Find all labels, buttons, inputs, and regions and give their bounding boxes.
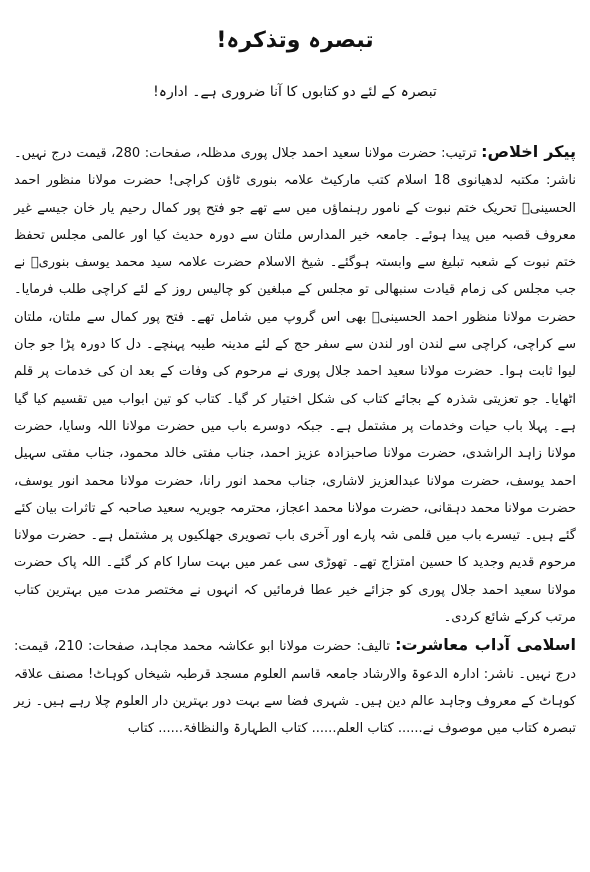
page-subtitle: تبصرہ کے لئے دو کتابوں کا آنا ضروری ہے۔ ادارہ! (153, 84, 437, 100)
review-1 (14, 138, 576, 631)
review-1-heading: پیکر اخلاص: (481, 142, 577, 161)
review-1-publisher: ناشر: مکتبہ لدھیانوی 18 اسلام کتب مارکیٹ علامہ بنوری ٹاؤن کراچی! (168, 173, 576, 189)
review-2-body: مصنف علاقہ کوہاٹ کے معروف وجاہد عالم دین ہیں۔ شہری فضا سے بہت دور بہترین دار العلوم چلا رہے ہیں۔ زیر تبصرہ کتاب میں موصوف نے...... کتاب العلم...... کتاب الطہارۃ والنظافۃ...... کتاب (14, 666, 576, 737)
review-1-meta: ترتیب: حضرت مولانا سعید احمد جلال پوری مدظلہ، صفحات: 280، قیمت درج نہیں۔ (14, 146, 477, 161)
review-1-body: حضرت مولانا منظور احمد الحسینیؒ تحریک ختم نبوت کے نامور رہنماؤں میں سے تھے جو فتح پور کمال رحیم یار خان جیسے غیر معروف قصبہ میں پیدا ہوئے۔ جامعہ خیر المدارس ملتان سے دورہ حدیث کیا اور عالمی مجلس تحفظ ختم نبوت کے شعبہ تبلیغ سے وابستہ ہوگئے۔ شیخ الاسلام حضرت علامہ سید محمد یوسف بنوریؒ نے جب مجلس کی زمام قیادت سنبھالی تو مجلس کے مبلغین کو چالیس روز کے لئے کراچی طلب فرمایا۔ حضرت مولانا منظور احمد الحسینیؒ بھی اس گروپ میں شامل تھے۔ فتح پور کمال سے ملتان، ملتان سے کراچی، کراچی سے لندن اور لندن سے سفر حج کے لئے مدینہ طیبہ پہنچے۔ دل کا دورہ پڑا جو جان لیوا ثابت ہوا۔ حضرت مولانا سعید احمد جلال پوری نے مرحوم کی وفات کے بعد ان کی خدمات پر قلم اٹھایا۔ جو تعزیتی شذرہ کے بجائے کتاب کی شکل اختیار کر گیا۔ کتاب کو تین ابواب میں تقسیم کیا گیا ہے۔ پہلا باب حیات وخدمات پر مشتمل ہے۔ جبکہ دوسرے باب میں حضرت مولانا اللہ وسایا، حضرت مولانا زاہد الراشدی، حضرت مولانا صاحبزادہ عزیز احمد، جناب مفتی خالد محمود، جناب مفتی سہیل احمد یوسف، حضرت مولانا عبدالعزیز لاشاری، جناب محمد انور رانا، حضرت مولانا محمد انور یوسف، حضرت مولانا محمد دہقانی، حضرت مولانا محمد اعجاز، محترمہ جویریہ سعید صاحبہ کے تاثرات بیان کئے گئے ہیں۔ تیسرے باب میں قلمی شہ پارے اور آخری باب تصویری جھلکیوں پر مشتمل ہے۔ حضرت مولانا مرحوم قدیم وجدید کا حسین امتزاج تھے۔ تھوڑی سی عمر میں بہت سارا کام کر گئے۔ اللہ پاک حضرت مولانا سعید احمد جلال پوری کو جزائے خیر عطا فرمائیں کہ انہوں نے مختصر مدت میں بہترین کتاب مرتب کرکے شائع کردی۔ (14, 173, 576, 626)
review-2 (14, 631, 576, 742)
article-body (14, 138, 576, 743)
review-2-heading: اسلامی آداب معاشرت: (395, 635, 576, 655)
review-2-meta: تالیف: حضرت مولانا ابو عکاشہ محمد مجاہد، صفحات: 210، قیمت: درج نہیں۔ (14, 639, 576, 682)
review-2-publisher: ناشر: ادارہ الدعوۃ والارشاد جامعہ قاسم العلوم مسجد قرطبہ شیخاں کوہاٹ! (87, 666, 514, 682)
page-title: تبصرہ وتذکرہ! (216, 28, 374, 53)
